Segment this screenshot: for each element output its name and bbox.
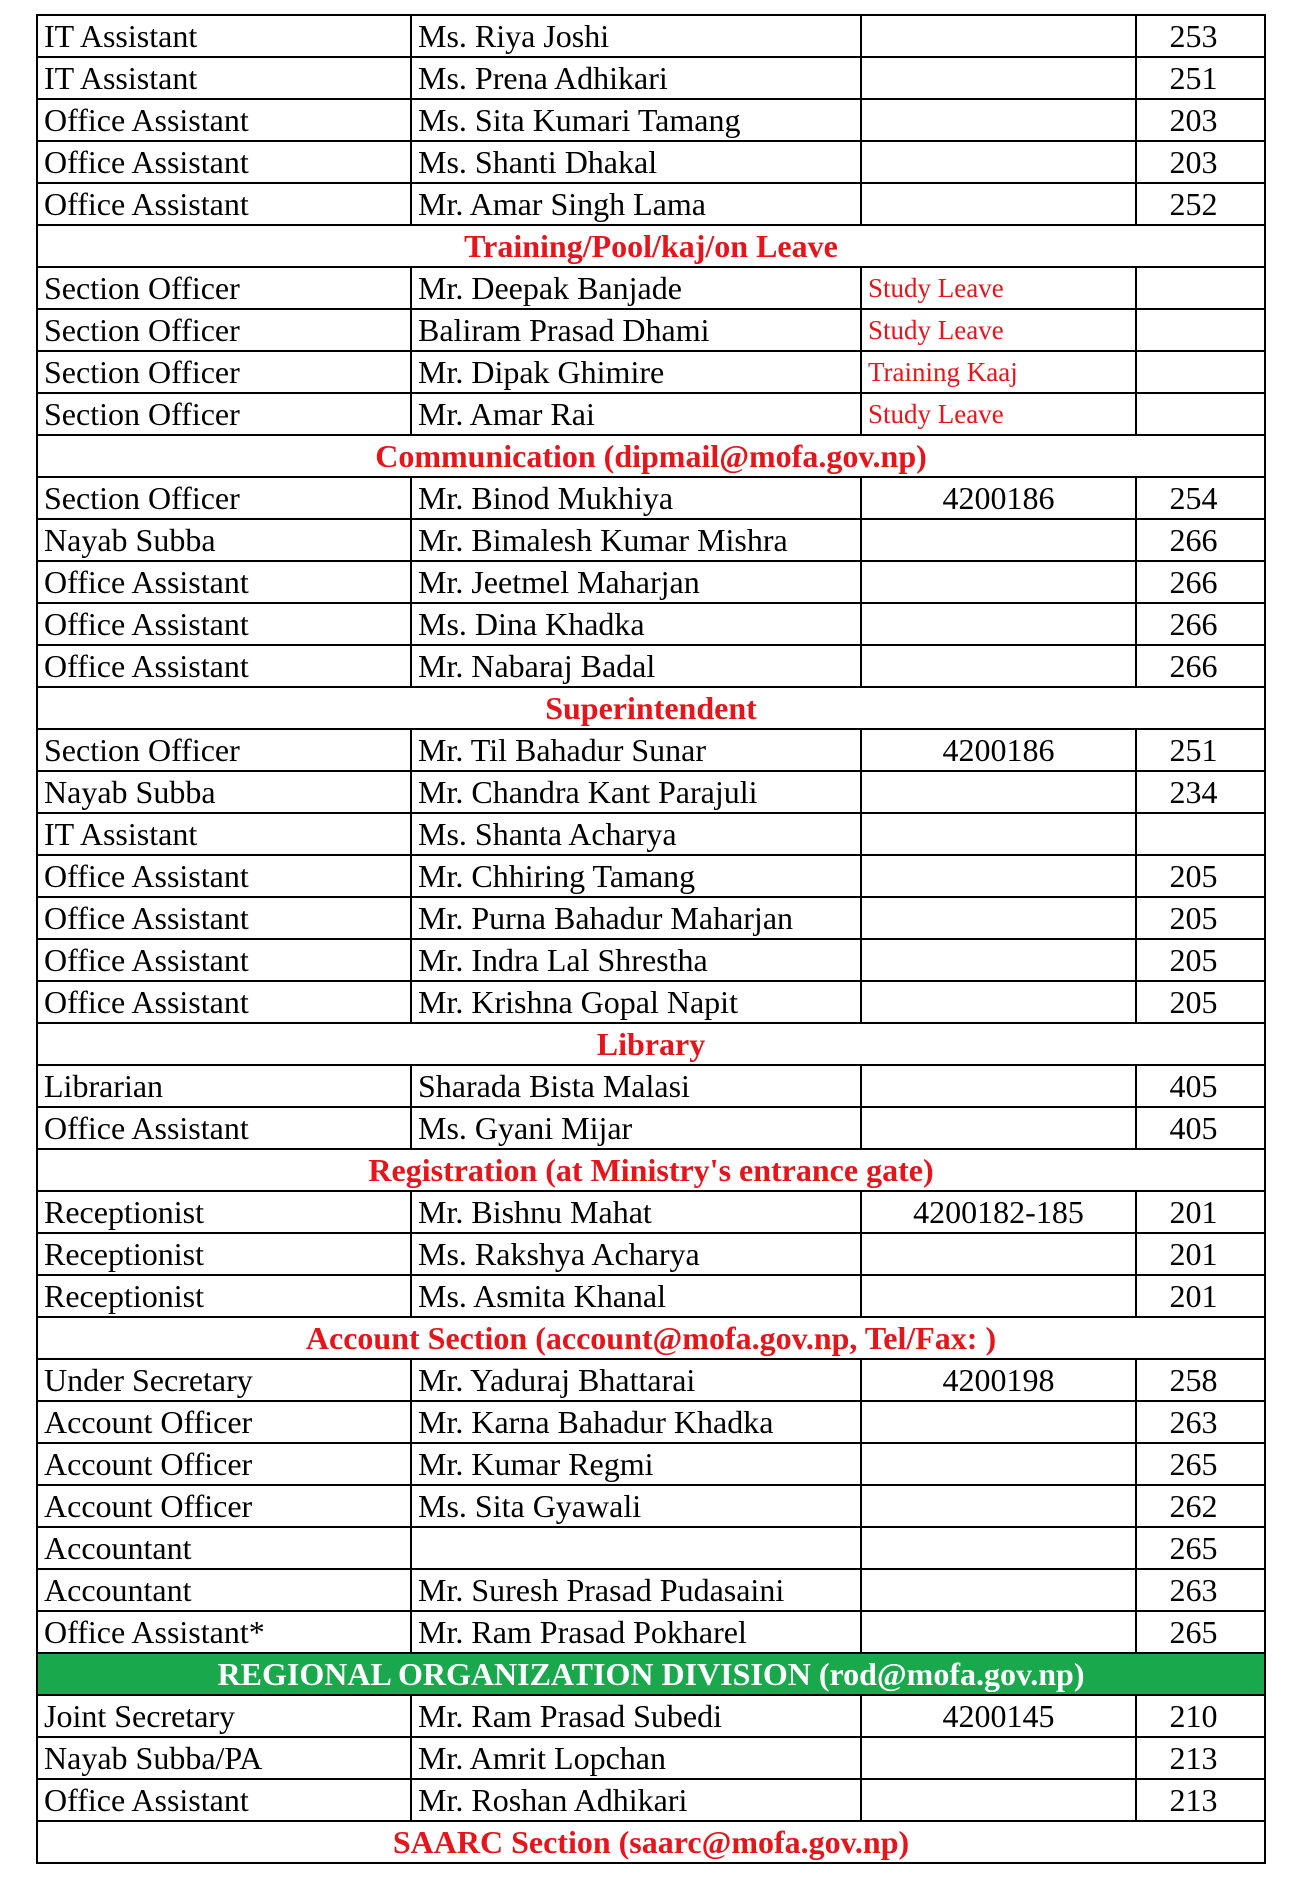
- extension-cell: [1136, 813, 1265, 855]
- staff-name-cell: Ms. Sita Gyawali: [411, 1485, 861, 1527]
- section-title: Library: [37, 1023, 1265, 1065]
- staff-row: [37, 981, 1265, 1023]
- extension-cell: 203: [1136, 141, 1265, 183]
- designation-cell: Office Assistant: [37, 855, 411, 897]
- staff-name-cell: Mr. Ram Prasad Subedi: [411, 1695, 861, 1737]
- designation-cell: Office Assistant*: [37, 1611, 411, 1653]
- staff-name-cell: Ms. Gyani Mijar: [411, 1107, 861, 1149]
- staff-row: [37, 141, 1265, 183]
- telephone-cell: [861, 813, 1136, 855]
- telephone-cell: [861, 603, 1136, 645]
- extension-cell: 205: [1136, 897, 1265, 939]
- telephone-cell: [861, 981, 1136, 1023]
- staff-row: [37, 1485, 1265, 1527]
- section-title: Registration (at Ministry's entrance gate): [37, 1149, 1265, 1191]
- staff-row: [37, 309, 1265, 351]
- staff-row: [37, 1779, 1265, 1821]
- designation-cell: Office Assistant: [37, 939, 411, 981]
- section-title: SAARC Section (saarc@mofa.gov.np): [37, 1821, 1265, 1863]
- extension-cell: 262: [1136, 1485, 1265, 1527]
- staff-row: [37, 1737, 1265, 1779]
- designation-cell: Librarian: [37, 1065, 411, 1107]
- staff-name-cell: Mr. Amar Rai: [411, 393, 861, 435]
- staff-row: [37, 393, 1265, 435]
- staff-row: [37, 1401, 1265, 1443]
- division-header-row: [37, 1653, 1265, 1695]
- section-header-row: [37, 1149, 1265, 1191]
- extension-cell: 201: [1136, 1275, 1265, 1317]
- telephone-cell: [861, 939, 1136, 981]
- extension-cell: 252: [1136, 183, 1265, 225]
- designation-cell: Office Assistant: [37, 897, 411, 939]
- extension-cell: 266: [1136, 561, 1265, 603]
- telephone-cell: 4200186: [861, 477, 1136, 519]
- section-header-row: [37, 1023, 1265, 1065]
- designation-cell: Office Assistant: [37, 981, 411, 1023]
- extension-cell: [1136, 393, 1265, 435]
- staff-name-cell: Mr. Dipak Ghimire: [411, 351, 861, 393]
- extension-cell: [1136, 351, 1265, 393]
- staff-row: [37, 603, 1265, 645]
- telephone-cell: [861, 855, 1136, 897]
- staff-name-cell: Sharada Bista Malasi: [411, 1065, 861, 1107]
- staff-row: [37, 897, 1265, 939]
- extension-cell: 251: [1136, 729, 1265, 771]
- designation-cell: Section Officer: [37, 393, 411, 435]
- telephone-cell: [861, 15, 1136, 57]
- extension-cell: 265: [1136, 1611, 1265, 1653]
- staff-row: [37, 855, 1265, 897]
- staff-row: [37, 813, 1265, 855]
- staff-directory-table: [36, 14, 1266, 1864]
- designation-cell: Account Officer: [37, 1485, 411, 1527]
- staff-name-cell: Mr. Amar Singh Lama: [411, 183, 861, 225]
- telephone-cell: [861, 1401, 1136, 1443]
- extension-cell: 266: [1136, 519, 1265, 561]
- staff-name-cell: Mr. Nabaraj Badal: [411, 645, 861, 687]
- telephone-cell: [861, 561, 1136, 603]
- staff-name-cell: Mr. Deepak Banjade: [411, 267, 861, 309]
- staff-name-cell: Mr. Kumar Regmi: [411, 1443, 861, 1485]
- section-header-row: [37, 1317, 1265, 1359]
- staff-directory-body: [37, 15, 1265, 1863]
- staff-name-cell: Ms. Rakshya Acharya: [411, 1233, 861, 1275]
- leave-note-cell: Study Leave: [861, 393, 1136, 435]
- telephone-cell: [861, 1233, 1136, 1275]
- designation-cell: Office Assistant: [37, 561, 411, 603]
- designation-cell: Accountant: [37, 1569, 411, 1611]
- extension-cell: 205: [1136, 981, 1265, 1023]
- extension-cell: 265: [1136, 1527, 1265, 1569]
- leave-note-cell: Study Leave: [861, 267, 1136, 309]
- designation-cell: Accountant: [37, 1527, 411, 1569]
- designation-cell: IT Assistant: [37, 15, 411, 57]
- telephone-cell: [861, 1611, 1136, 1653]
- extension-cell: 405: [1136, 1107, 1265, 1149]
- extension-cell: [1136, 309, 1265, 351]
- telephone-cell: [861, 141, 1136, 183]
- staff-row: [37, 1527, 1265, 1569]
- staff-name-cell: Ms. Riya Joshi: [411, 15, 861, 57]
- staff-row: [37, 1065, 1265, 1107]
- telephone-cell: [861, 1527, 1136, 1569]
- extension-cell: 258: [1136, 1359, 1265, 1401]
- designation-cell: Nayab Subba: [37, 771, 411, 813]
- staff-row: [37, 1695, 1265, 1737]
- extension-cell: 213: [1136, 1779, 1265, 1821]
- section-header-row: [37, 435, 1265, 477]
- telephone-cell: [861, 1569, 1136, 1611]
- staff-row: [37, 57, 1265, 99]
- extension-cell: 405: [1136, 1065, 1265, 1107]
- section-title: Training/Pool/kaj/on Leave: [37, 225, 1265, 267]
- telephone-cell: 4200198: [861, 1359, 1136, 1401]
- designation-cell: Account Officer: [37, 1443, 411, 1485]
- extension-cell: [1136, 267, 1265, 309]
- extension-cell: 201: [1136, 1191, 1265, 1233]
- extension-cell: 266: [1136, 645, 1265, 687]
- telephone-cell: [861, 183, 1136, 225]
- section-title: Communication (dipmail@mofa.gov.np): [37, 435, 1265, 477]
- designation-cell: Joint Secretary: [37, 1695, 411, 1737]
- telephone-cell: 4200186: [861, 729, 1136, 771]
- staff-row: [37, 1233, 1265, 1275]
- staff-row: [37, 99, 1265, 141]
- staff-row: [37, 729, 1265, 771]
- designation-cell: Section Officer: [37, 729, 411, 771]
- staff-row: [37, 561, 1265, 603]
- staff-row: [37, 939, 1265, 981]
- extension-cell: 205: [1136, 855, 1265, 897]
- staff-name-cell: Mr. Amrit Lopchan: [411, 1737, 861, 1779]
- telephone-cell: [861, 519, 1136, 561]
- section-header-row: [37, 687, 1265, 729]
- staff-name-cell: Ms. Asmita Khanal: [411, 1275, 861, 1317]
- staff-row: [37, 267, 1265, 309]
- designation-cell: Section Officer: [37, 267, 411, 309]
- extension-cell: 253: [1136, 15, 1265, 57]
- telephone-cell: [861, 645, 1136, 687]
- staff-name-cell: Ms. Sita Kumari Tamang: [411, 99, 861, 141]
- designation-cell: Office Assistant: [37, 183, 411, 225]
- staff-name-cell: Mr. Chhiring Tamang: [411, 855, 861, 897]
- designation-cell: Office Assistant: [37, 99, 411, 141]
- designation-cell: Section Officer: [37, 351, 411, 393]
- staff-name-cell: Mr. Karna Bahadur Khadka: [411, 1401, 861, 1443]
- designation-cell: Receptionist: [37, 1191, 411, 1233]
- telephone-cell: [861, 897, 1136, 939]
- extension-cell: 254: [1136, 477, 1265, 519]
- leave-note-cell: Training Kaaj: [861, 351, 1136, 393]
- staff-name-cell: Mr. Suresh Prasad Pudasaini: [411, 1569, 861, 1611]
- staff-name-cell: Ms. Dina Khadka: [411, 603, 861, 645]
- telephone-cell: [861, 771, 1136, 813]
- staff-row: [37, 15, 1265, 57]
- designation-cell: IT Assistant: [37, 813, 411, 855]
- staff-name-cell: Mr. Jeetmel Maharjan: [411, 561, 861, 603]
- staff-name-cell: Mr. Ram Prasad Pokharel: [411, 1611, 861, 1653]
- designation-cell: Office Assistant: [37, 1779, 411, 1821]
- staff-row: [37, 183, 1265, 225]
- staff-name-cell: Mr. Bimalesh Kumar Mishra: [411, 519, 861, 561]
- staff-name-cell: Mr. Til Bahadur Sunar: [411, 729, 861, 771]
- designation-cell: Receptionist: [37, 1275, 411, 1317]
- designation-cell: Receptionist: [37, 1233, 411, 1275]
- section-header-row: [37, 225, 1265, 267]
- staff-name-cell: Ms. Shanta Acharya: [411, 813, 861, 855]
- designation-cell: Section Officer: [37, 477, 411, 519]
- telephone-cell: [861, 1107, 1136, 1149]
- designation-cell: Under Secretary: [37, 1359, 411, 1401]
- staff-row: [37, 1191, 1265, 1233]
- designation-cell: Office Assistant: [37, 603, 411, 645]
- staff-name-cell: Mr. Chandra Kant Parajuli: [411, 771, 861, 813]
- staff-name-cell: Mr. Purna Bahadur Maharjan: [411, 897, 861, 939]
- telephone-cell: [861, 1737, 1136, 1779]
- staff-name-cell: Ms. Shanti Dhakal: [411, 141, 861, 183]
- designation-cell: Account Officer: [37, 1401, 411, 1443]
- extension-cell: 263: [1136, 1569, 1265, 1611]
- telephone-cell: [861, 1065, 1136, 1107]
- staff-row: [37, 477, 1265, 519]
- extension-cell: 263: [1136, 1401, 1265, 1443]
- staff-name-cell: Mr. Indra Lal Shrestha: [411, 939, 861, 981]
- staff-name-cell: Mr. Binod Mukhiya: [411, 477, 861, 519]
- staff-name-cell: [411, 1527, 861, 1569]
- extension-cell: 251: [1136, 57, 1265, 99]
- section-title: Superintendent: [37, 687, 1265, 729]
- extension-cell: 201: [1136, 1233, 1265, 1275]
- extension-cell: 203: [1136, 99, 1265, 141]
- staff-name-cell: Mr. Krishna Gopal Napit: [411, 981, 861, 1023]
- designation-cell: Office Assistant: [37, 1107, 411, 1149]
- section-title: Account Section (account@mofa.gov.np, Tel/Fax: ): [37, 1317, 1265, 1359]
- designation-cell: Section Officer: [37, 309, 411, 351]
- telephone-cell: [861, 1275, 1136, 1317]
- designation-cell: Office Assistant: [37, 645, 411, 687]
- telephone-cell: 4200145: [861, 1695, 1136, 1737]
- designation-cell: Nayab Subba/PA: [37, 1737, 411, 1779]
- staff-row: [37, 351, 1265, 393]
- staff-row: [37, 1611, 1265, 1653]
- staff-row: [37, 645, 1265, 687]
- division-title: REGIONAL ORGANIZATION DIVISION (rod@mofa.gov.np): [37, 1653, 1265, 1695]
- extension-cell: 265: [1136, 1443, 1265, 1485]
- telephone-cell: 4200182-185: [861, 1191, 1136, 1233]
- extension-cell: 213: [1136, 1737, 1265, 1779]
- staff-row: [37, 1275, 1265, 1317]
- extension-cell: 205: [1136, 939, 1265, 981]
- staff-row: [37, 1569, 1265, 1611]
- staff-name-cell: Baliram Prasad Dhami: [411, 309, 861, 351]
- staff-row: [37, 771, 1265, 813]
- staff-row: [37, 519, 1265, 561]
- extension-cell: 210: [1136, 1695, 1265, 1737]
- staff-name-cell: Mr. Roshan Adhikari: [411, 1779, 861, 1821]
- extension-cell: 266: [1136, 603, 1265, 645]
- telephone-cell: [861, 99, 1136, 141]
- staff-name-cell: Mr. Yaduraj Bhattarai: [411, 1359, 861, 1401]
- extension-cell: 234: [1136, 771, 1265, 813]
- designation-cell: Nayab Subba: [37, 519, 411, 561]
- telephone-cell: [861, 1443, 1136, 1485]
- staff-row: [37, 1107, 1265, 1149]
- staff-name-cell: Ms. Prena Adhikari: [411, 57, 861, 99]
- designation-cell: IT Assistant: [37, 57, 411, 99]
- staff-name-cell: Mr. Bishnu Mahat: [411, 1191, 861, 1233]
- leave-note-cell: Study Leave: [861, 309, 1136, 351]
- telephone-cell: [861, 57, 1136, 99]
- section-header-row: [37, 1821, 1265, 1863]
- telephone-cell: [861, 1779, 1136, 1821]
- staff-row: [37, 1443, 1265, 1485]
- staff-row: [37, 1359, 1265, 1401]
- designation-cell: Office Assistant: [37, 141, 411, 183]
- telephone-cell: [861, 1485, 1136, 1527]
